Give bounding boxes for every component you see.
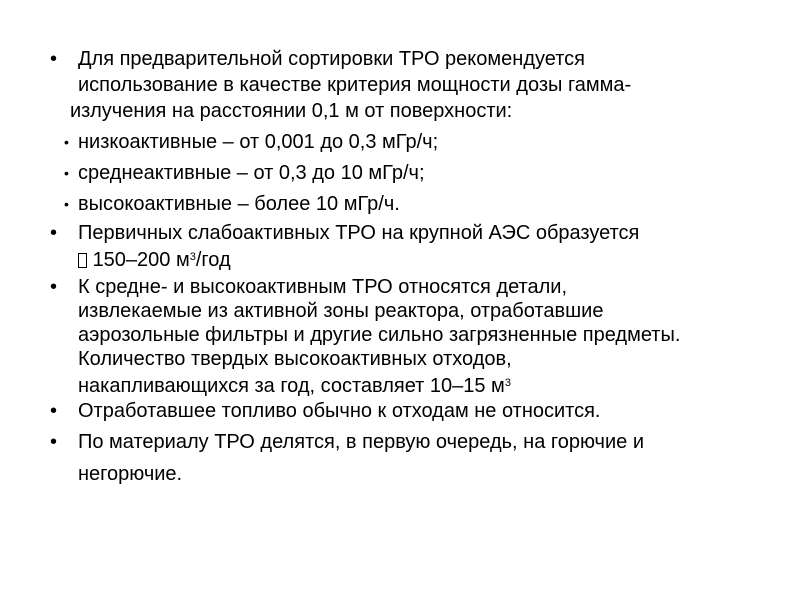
item-5-line-2: негорючие.	[78, 463, 183, 485]
item-3-line-3: аэрозольные фильтры и другие сильно загрязненные предметы.	[78, 324, 681, 346]
bullet-3: •	[50, 276, 58, 298]
subbullet-2: •	[64, 165, 69, 181]
item-3-line-2: извлекаемые из активной зоны реактора, отработавшие	[78, 300, 604, 322]
bullet-5: •	[50, 431, 58, 453]
sub-item-3: высокоактивные – более 10 мГр/ч.	[78, 193, 400, 215]
item-2-line-1: Первичных слабоактивных ТРО на крупной АЭС образуется	[78, 222, 640, 244]
subbullet-3: •	[64, 196, 69, 212]
bullet-4: •	[50, 400, 58, 422]
item-2-amount: 150–200 м	[92, 249, 190, 271]
item-3-line-4: Количество твердых высокоактивных отходов,	[78, 348, 512, 370]
missing-glyph-icon	[78, 253, 87, 268]
bullet-2: •	[50, 222, 58, 244]
item-1-line-1: Для предварительной сортировки ТРО рекомендуется	[78, 48, 585, 70]
sub-item-1: низкоактивные – от 0,001 до 0,3 мГр/ч;	[78, 131, 439, 153]
item-1-line-2: использование в качестве критерия мощности дозы гамма-	[78, 74, 632, 96]
item-3-last-line-text: накапливающихся за год, составляет 10–15 м	[78, 375, 505, 397]
item-1-line-3: излучения на расстоянии 0,1 м от поверхности:	[70, 100, 513, 122]
bullet-1: •	[50, 48, 58, 70]
item-3-line-5	[78, 371, 511, 398]
item-3-line-1: К средне- и высокоактивным ТРО относятся детали,	[78, 276, 568, 298]
item-4-line-1: Отработавшее топливо обычно к отходам не относится.	[78, 400, 601, 422]
item-2-amount-sup: 3	[189, 251, 196, 263]
item-3-last-line-sup: 3	[504, 377, 511, 389]
item-5-line-1: По материалу ТРО делятся, в первую очередь, на горючие и	[78, 431, 644, 453]
subbullet-1: •	[64, 134, 69, 150]
sub-item-2: среднеактивные – от 0,3 до 10 мГр/ч;	[78, 162, 425, 184]
item-2-line-2	[78, 245, 231, 272]
item-2-amount-suffix: /год	[195, 249, 231, 271]
